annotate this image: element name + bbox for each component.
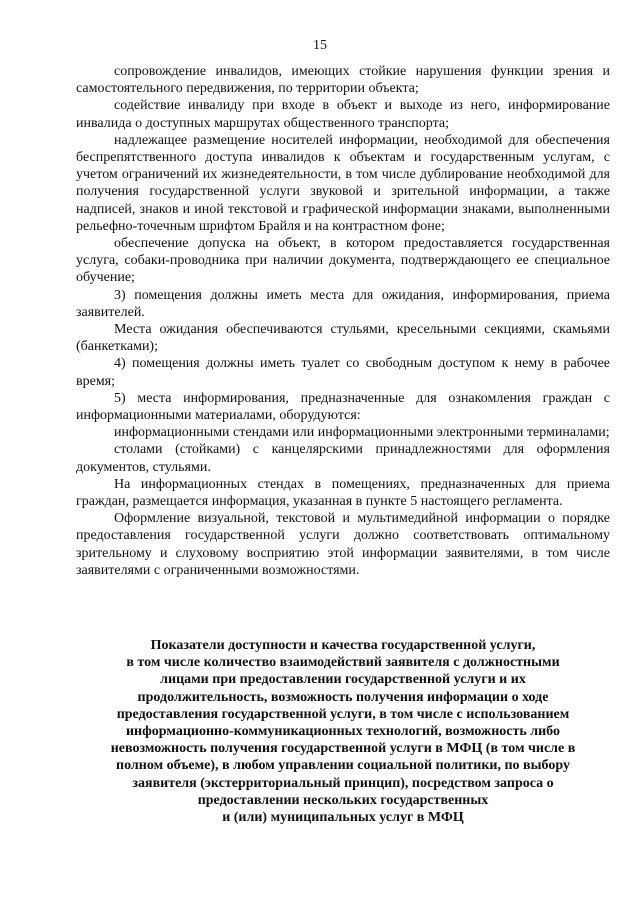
heading-line: заявителя (экстерриториальный принцип), посредством запроса о xyxy=(132,775,554,791)
paragraph: 3) помещения должны иметь места для ожидания, информирования, приема заявителей. xyxy=(76,287,610,320)
paragraph: Оформление визуальной, текстовой и мультимедийной информации о порядке предоставления государственной услуги должно соответствовать оптимальному зрительному и слуховому восприятию этой информации заявителями, в том числе заявителями с ограниченными возможностями. xyxy=(76,511,610,578)
heading-line: лицами при предоставлении государственной услуги и их xyxy=(160,672,526,688)
paragraph: 4) помещения должны иметь туалет со свободным доступом к нему в рабочее время; xyxy=(76,356,610,389)
paragraph: 5) места информирования, предназначенные для ознакомления граждан с информационными материалами, оборудуются: xyxy=(76,390,610,424)
paragraph: обеспечение допуска на объект, в котором предоставляется государственная услуга, собаки-проводника при наличии документа, подтверждающего ее специальное обучение; xyxy=(76,236,610,286)
heading-line: полном объеме), в любом управлении социальной политики, по выбору xyxy=(116,758,570,774)
body-text xyxy=(76,63,610,579)
heading-line: Показатели доступности и качества государственной услуги, xyxy=(150,638,536,653)
heading-line: информационно-коммуникационных технологий, возможность либо xyxy=(125,724,560,740)
heading-line: предоставления государственной услуги, в том числе с использованием xyxy=(116,706,570,722)
section-heading xyxy=(76,637,610,826)
paragraph: информационными стендами или информационными электронными терминалами; xyxy=(114,425,610,441)
page-number: 15 xyxy=(313,38,327,53)
heading-line: продолжительность, возможность получения информации о ходе xyxy=(137,689,549,705)
paragraph: содействие инвалиду при входе в объект и выходе из него, информирование инвалида о доступных маршрутах общественного транспорта; xyxy=(76,98,610,131)
paragraph: столами (стойками) с канцелярскими принадлежностями для оформления документов, стульями. xyxy=(76,442,610,475)
heading-line: в том числе количество взаимодействий заявителя с должностными xyxy=(126,655,560,671)
paragraph: На информационных стендах в помещениях, предназначенных для приема граждан, размещается информация, указанная в пункте 5 настоящего регламента. xyxy=(76,476,610,510)
paragraph: Места ожидания обеспечиваются стульями, кресельными секциями, скамьями (банкетками); xyxy=(76,322,610,355)
paragraph: сопровождение инвалидов, имеющих стойкие нарушения функции зрения и самостоятельного передвижения, по территории объекта; xyxy=(76,64,610,97)
heading-line: и (или) муниципальных услуг в МФЦ xyxy=(222,810,464,826)
heading-line: невозможность получения государственной услуги в МФЦ (в том числе в xyxy=(110,741,576,757)
heading-line: предоставлении нескольких государственных xyxy=(197,792,489,808)
paragraph: надлежащее размещение носителей информации, необходимой для обеспечения беспрепятственного доступа инвалидов к объектам и государственным услугам, с учетом ограничений их жизнедеятельности, в том числе дублирование необходимой для получения государственной услуги звуковой и зрительной информации, а также надписей, знаков и иной текстовой и графической информации знаками, выполненными рельефно-точечным шрифтом Брайля и на контрастном фоне; xyxy=(76,132,610,234)
